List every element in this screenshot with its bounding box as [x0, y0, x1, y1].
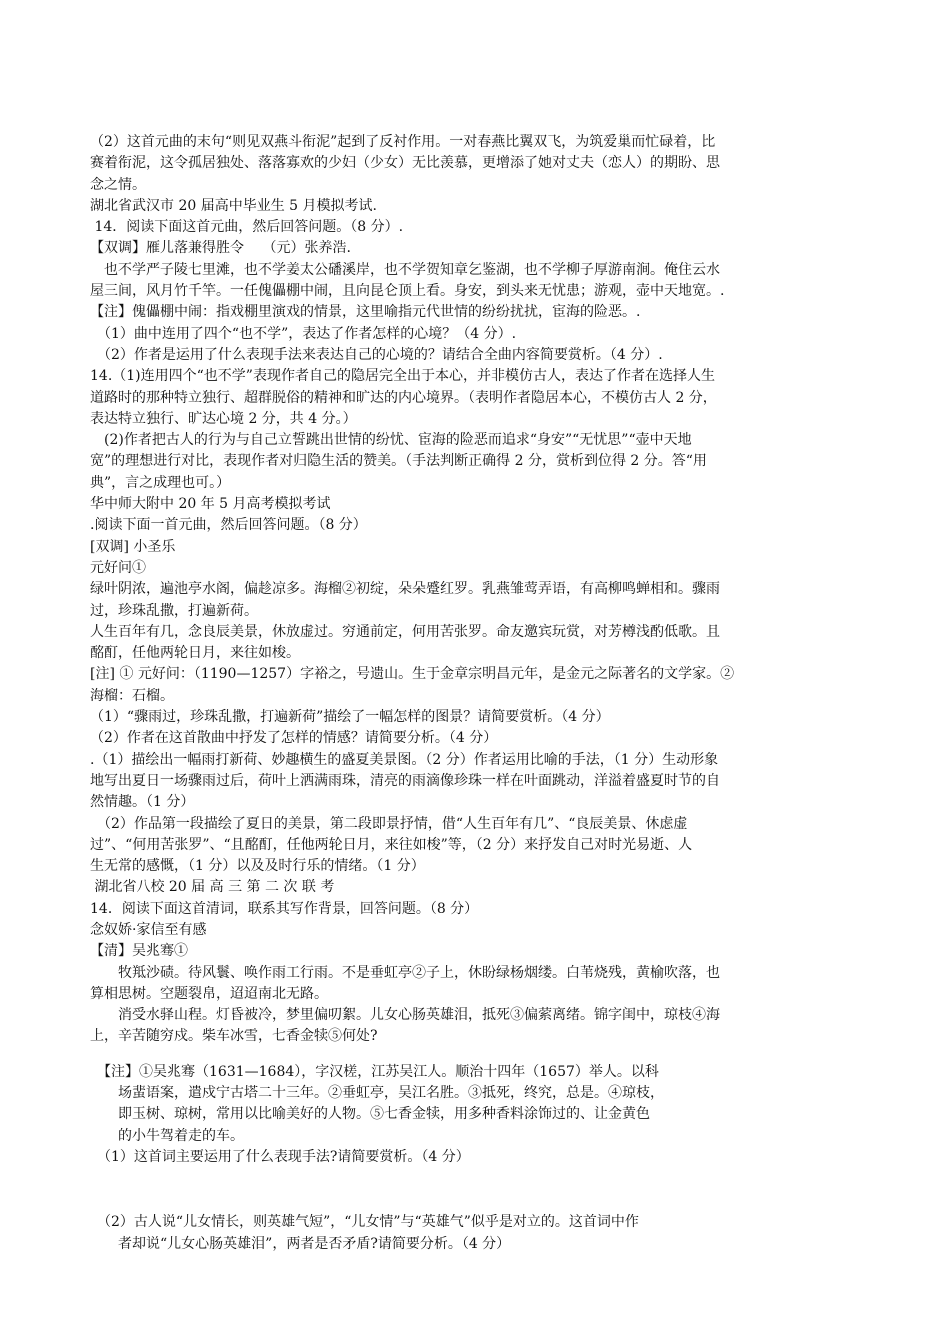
text-line: 14．阅读下面这首元曲，然后回答问题。（8 分）. [90, 219, 404, 236]
text-line: 宽”的理想进行对比，表现作者对归隐生活的赞美。（手法判断正确得 2 分，赏析到位得 2 分。答“用 [90, 453, 707, 470]
text-line: 典”，言之成理也可。） [90, 474, 231, 491]
text-line: 消受水驿山程。灯昏被冷，梦里偏叨絮。儿女心肠英雄泪，抵死③偏萦离绪。锦字闺中，琼枝④海 [90, 1007, 720, 1024]
text-line: 元好问① [90, 559, 146, 576]
text-line: （2）作品第一段描绘了夏日的美景，第二段即景抒情，借“人生百年有几”、“良辰美景、休虑虚 [90, 815, 688, 832]
text-line: 【双调】雁儿落兼得胜令 （元）张养浩. [90, 240, 351, 257]
text-block-main [90, 132, 860, 1048]
text-line: [双调] 小圣乐 [90, 538, 176, 555]
text-line: 【注】①吴兆骞（1631—1684），字汉槎，江苏吴江人。顺治十四年（1657）举人。以科 [90, 1063, 659, 1080]
text-line: 道路时的那种特立独行、超群脱俗的精神和旷达的内心境界。（表明作者隐居本心，不模仿古人 2 分， [90, 389, 717, 406]
text-line: （1）“骤雨过，珍珠乱撒，打遍新荷”描绘了一幅怎样的图景？请简要赏析。（4 分） [90, 709, 610, 726]
text-line: (2)作者把古人的行为与自己立誓跳出世情的纷忧、宦海的险恶而追求“身安”“无忧思”“壶中天地 [90, 432, 692, 449]
text-line: 华中师大附中 20 年 5 月高考模拟考试 [90, 496, 331, 513]
text-line: 屋三间，风月竹千竿。一任傀儡棚中闹，且向昆仑顶上看。身安，到头来无忧患；游观，壶中天地宽。. [90, 283, 725, 300]
text-line: 14.（1)连用四个“也不学”表现作者自己的隐居完全出于本心，并非模仿古人，表达了作者在选择人生 [90, 368, 715, 385]
text-line: 过”、“何用苦张罗”、“且酩酊，任他两轮日月，来往如梭”等，（2 分）来抒发自己对时光易逝、人 [90, 836, 693, 853]
text-line: （1）曲中连用了四个“也不学”，表达了作者怎样的心境？（4 分）. [90, 325, 517, 342]
text-line: 海榴：石榴。 [90, 687, 174, 704]
text-line: 酩酊，任他两轮日月，来往如梭。 [90, 645, 300, 662]
text-line: .（1）描绘出一幅雨打新荷、妙趣横生的盛夏美景图。（2 分）作者运用比喻的手法，（1 分）生动形象 [90, 751, 719, 768]
text-line: 【清】吴兆骞① [90, 943, 188, 960]
spacer [90, 1168, 860, 1212]
text-line: .阅读下面一首元曲，然后回答问题。（8 分） [90, 517, 367, 534]
text-line: 然情趣。（1 分） [90, 794, 195, 811]
text-line: 者却说“儿女心肠英雄泪”，两者是否矛盾?请简要分析。（4 分） [90, 1235, 511, 1252]
text-line: 【注】傀儡棚中闹：指戏棚里演戏的情景，这里喻指元代世情的纷纷扰扰，宦海的险恶。. [90, 304, 641, 321]
text-line: 也不学严子陵七里滩，也不学姜太公磻溪岸，也不学贺知章乞鉴湖，也不学柳子厚游南涧。俺住云水 [90, 261, 720, 278]
text-line: [注] ① 元好问：（1190—1257）字裕之，号遗山。生于金章宗明昌元年，是金元之际著名的文学家。② [90, 666, 735, 683]
text-line: 表达特立独行、旷达心境 2 分，共 4 分。） [90, 410, 357, 427]
text-line: 地写出夏日一场骤雨过后，荷叶上洒满雨珠，清亮的雨滴像珍珠一样在叶面跳动，洋溢着盛夏时节的自 [90, 772, 720, 789]
text-line: 上，辛苦随穷戍。柴车冰雪，七香金犊⑤何处? [90, 1028, 378, 1045]
document-page [90, 132, 860, 1255]
text-line: 过，珍珠乱撒，打遍新荷。 [90, 602, 258, 619]
text-line: 即玉树、琼树，常用以比喻美好的人物。⑤七香金犊，用多种香料涂饰过的、让金黄色 [90, 1106, 650, 1123]
text-block-notes [90, 1062, 860, 1168]
text-line: 绿叶阴浓，遍池亭水阁，偏趁凉多。海榴②初绽，朵朵蹙红罗。乳燕雏莺弄语，有高柳鸣蝉相和。骤雨 [90, 581, 720, 598]
text-line: 念之情。 [90, 176, 146, 193]
text-line: 湖北省武汉市 20 届高中毕业生 5 月模拟考试. [90, 197, 377, 214]
spacer [90, 1048, 860, 1062]
text-line: （2）古人说“儿女情长，则英雄气短”，“儿女情”与“英雄气”似乎是对立的。这首词中作 [90, 1214, 639, 1231]
text-line: 人生百年有几，念良辰美景，休放虚过。穷通前定，何用苦张罗。命友邀宾玩赏，对芳樽浅酌低歌。且 [90, 623, 720, 640]
text-line: 14．阅读下面这首清词，联系其写作背景，回答问题。（8 分） [90, 900, 479, 917]
text-line: 念奴娇·家信至有感 [90, 921, 207, 938]
text-line: （1）这首词主要运用了什么表现手法?请简要赏析。（4 分） [90, 1148, 470, 1165]
text-line: 生无常的感慨，（1 分）以及及时行乐的情绪。（1 分） [90, 858, 425, 875]
text-line: 算相思树。空题裂帛，迢迢南北无路。 [90, 985, 328, 1002]
text-line: （2）这首元曲的末句“则见双燕斗衔泥”起到了反衬作用。一对春燕比翼双飞，为筑爱巢而忙碌着，比 [90, 134, 716, 150]
text-line: （2）作者在这首散曲中抒发了怎样的情感？请简要分析。（4 分） [90, 730, 498, 747]
text-line: 的小牛驾着走的车。 [90, 1127, 244, 1144]
text-line: （2）作者是运用了什么表现手法来表达自己的心境的？请结合全曲内容简要赏析。（4 分）. [90, 346, 663, 363]
text-block-question [90, 1212, 860, 1255]
text-line: 牧羝沙碛。待风鬟、唤作雨工行雨。不是垂虹亭②子上，休盼绿杨烟缕。白苇烧残，黄榆吹落，也 [90, 964, 720, 981]
text-line: 场蜚语案，遣戍宁古塔二十三年。②垂虹亭，吴江名胜。③抵死，终究，总是。④琼枝， [90, 1085, 664, 1102]
text-line: 赛着衔泥，这令孤居独处、落落寡欢的少妇（少女）无比羡慕，更增添了她对丈夫（恋人）的期盼、思 [90, 155, 720, 172]
text-line: 湖北省八校 20 届 高 三 第 二 次 联 考 [90, 879, 335, 896]
